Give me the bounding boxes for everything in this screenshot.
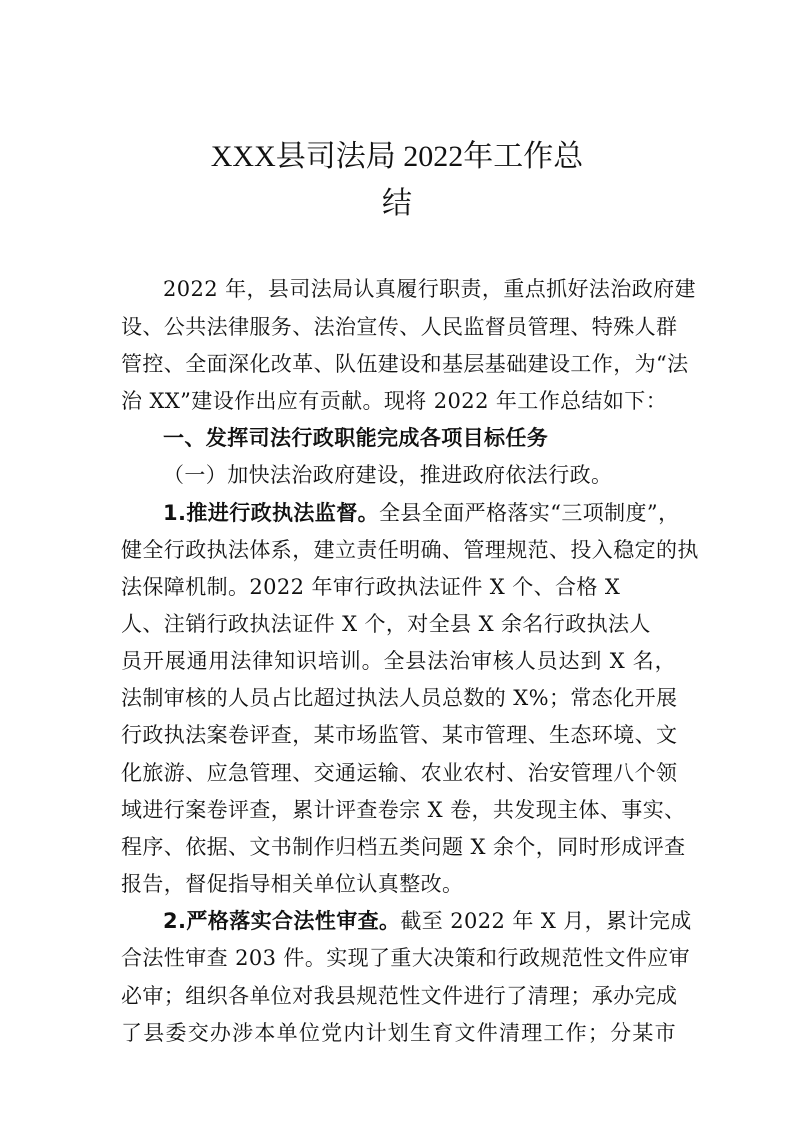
item-1-first-text: 全县全面严格落实“三项制度”，: [379, 501, 680, 525]
intro-line-3: 管控、全面深化改革、队伍建设和基层基础建设工作，为“法: [121, 352, 689, 376]
section-heading-1: 一、发挥司法行政职能完成各项目标任务: [163, 426, 549, 450]
item-1-line-4: 人、注销行政执法证件 X 个，对全县 X 余名行政执法人: [121, 612, 651, 636]
item-1-line-6: 法制审核的人员占比超过执法人员总数的 X%；常态化开展: [121, 686, 678, 710]
item-1-line-9: 域进行案卷评查，累计评查卷宗 X 卷，共发现主体、事实、: [121, 798, 686, 822]
item-1-line-3: 法保障机制。2022 年审行政执法证件 X 个、合格 X: [121, 575, 621, 599]
item-2-first-line: [163, 904, 692, 938]
item-2-lead: 2.严格落实合法性审查。: [163, 909, 401, 933]
item-2-first-text: 截至 2022 年 X 月，累计完成: [400, 909, 692, 933]
intro-line-1: 2022 年，县司法局认真履行职责，重点抓好法治政府建: [163, 277, 696, 301]
item-1-line-11: 报告，督促指导相关单位认真整改。: [121, 872, 464, 896]
item-1-line-10: 程序、依据、文书制作归档五类问题 X 余个，同时形成评查: [121, 835, 686, 859]
document-title-line-2: 结: [382, 187, 412, 220]
item-1-line-7: 行政执法案卷评查，某市场监管、某市管理、生态环境、文: [121, 723, 678, 747]
item-2-line-3: 必审；组织各单位对我县规范性文件进行了清理；承办完成: [121, 984, 678, 1008]
item-1-lead: 1.推进行政执法监督。: [163, 501, 379, 525]
intro-line-4: 治 XX”建设作出应有贡献。现将 2022 年工作总结如下：: [121, 389, 668, 413]
item-2-line-2: 合法性审查 203 件。实现了重大决策和行政规范性文件应审: [121, 946, 691, 970]
document-title-line-1: XXX县司法局 2022年工作总: [210, 140, 584, 173]
intro-line-2: 设、公共法律服务、法治宣传、人民监督员管理、特殊人群: [121, 315, 678, 339]
subsection-heading-1: （一）加快法治政府建设，推进政府依法行政。: [163, 463, 613, 487]
item-1-line-8: 化旅游、应急管理、交通运输、农业农村、治安管理八个领: [121, 761, 678, 785]
item-1-line-5: 员开展通用法律知识培训。全县法治审核人员达到 X 名，: [121, 649, 676, 673]
item-2-line-4: 了县委交办涉本单位党内计划生育文件清理工作；分某市: [121, 1021, 676, 1045]
item-1-first-line: [163, 496, 680, 530]
item-1-line-2: 健全行政执法体系，建立责任明确、管理规范、投入稳定的执: [121, 538, 699, 562]
